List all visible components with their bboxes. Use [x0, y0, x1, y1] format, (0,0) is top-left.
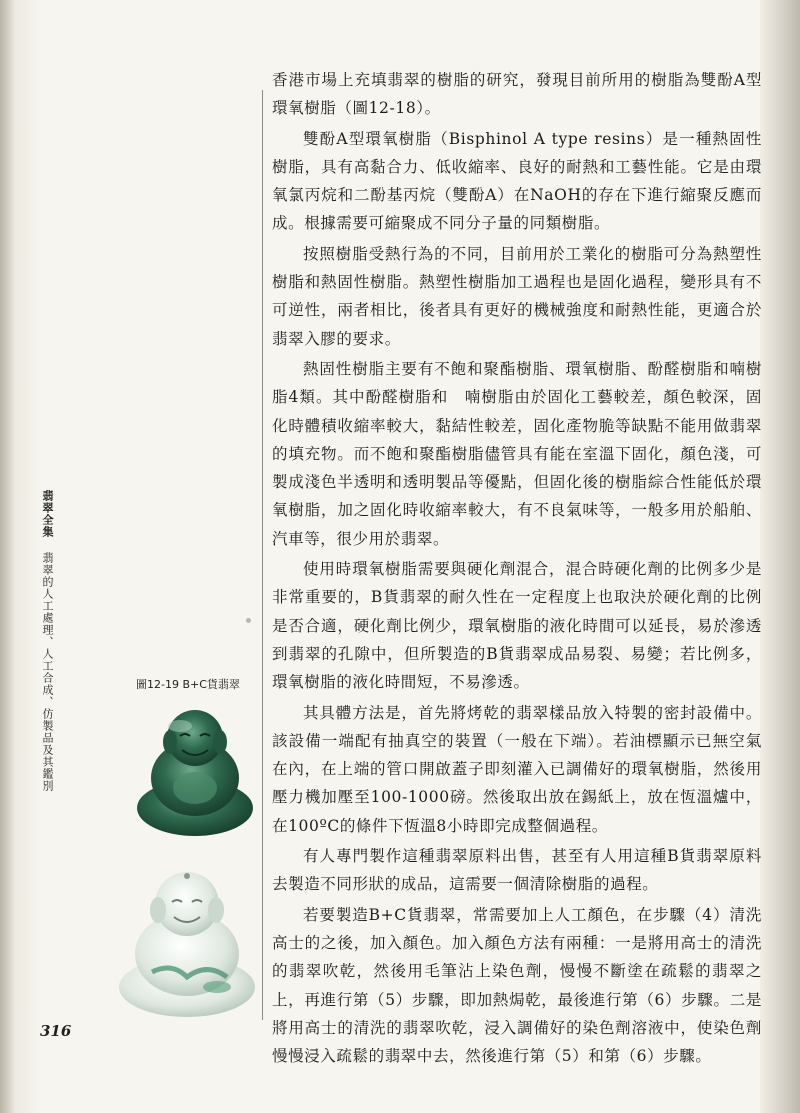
paragraph-2: 雙酚A型環氧樹脂（Bisphinol A type resins）是一種熱固性樹脂，具有高黏合力、低收縮率、良好的耐熱和工藝性能。它是由環氧氯丙烷和二酚基丙烷（雙酚A）在NaOH的存在下進行縮聚反應而成。根據需要可縮聚成不同分子量的同類樹脂。	[272, 129, 762, 233]
paragraph-3: 按照樹脂受熱行為的不同，目前用於工業化的樹脂可分為熱塑性樹脂和熱固性樹脂。熱塑性樹脂加工過程也是固化過程，變形具有不可逆性，兩者相比，後者具有更好的機械強度和耐熱性能，更適合於翡翠入膠的要求。	[272, 244, 762, 348]
paragraph-8: 若要製造B+C貨翡翠，常需要加上人工顏色，在步驟（4）清洗高士的之後，加入顏色。加入顏色方法有兩種：一是將用高士的清洗的翡翠吹乾，然後用毛筆沾上染色劑，慢慢不斷塗在疏鬆的翡翠之上，再進行第（5）步驟，即加熱焗乾，最後進行第（6）步驟。二是將用高士的清洗的翡翠吹乾，浸入調備好的染色劑溶液中，使染色劑慢慢浸入疏鬆的翡翠中去，然後進行第（5）和第（6）步驟。	[272, 905, 762, 1066]
paragraph-4: 熱固性樹脂主要有不飽和聚酯樹脂、環氧樹脂、酚醛樹脂和喃樹脂4類。其中酚醛樹脂和 喃樹脂由於固化工藝較差，顏色較深，固化時體積收縮率較大，黏結性較差，固化產物脆等缺點不能用做翡翠的填充物。而不飽和聚酯樹脂儘管具有能在室溫下固化，顏色淺，可製成淺色半透明和透明製品等優點，但固化後的樹脂綜合性能低於環氧樹脂，加之固化時收縮率較大，有不良氣味等，一般多用於船舶、汽車等，很少用於翡翠。	[272, 359, 762, 548]
paragraph-7: 有人專門製作這種翡翠原料出售，甚至有人用這種B貨翡翠原料去製造不同形狀的成品，這需要一個清除樹脂的過程。	[272, 847, 762, 894]
scan-mark	[246, 618, 251, 623]
binding-shadow	[0, 0, 14, 1113]
running-header	[40, 490, 54, 792]
jade-buddha-pale-image	[112, 862, 262, 1022]
column-divider	[262, 90, 263, 1020]
body-text	[272, 66, 762, 1072]
page-edge	[760, 0, 800, 1113]
paragraph-1: 香港市場上充填翡翠的樹脂的研究，發現目前所用的樹脂為雙酚A型環氧樹脂（圖12-18）。	[272, 71, 762, 118]
series-title: 翡翠全集	[41, 490, 54, 538]
section-title: 翡翠的人工處理、人工合成、仿製品及其鑑別	[41, 552, 54, 792]
jade-buddha-green-image	[130, 700, 260, 840]
page-number: 316	[40, 1022, 72, 1040]
paragraph-6: 其具體方法是，首先將烤乾的翡翠樣品放入特製的密封設備中。該設備一端配有抽真空的裝置（一般在下端）。若油標顯示已無空氣在內，在上端的管口開啟蓋子即刻灌入已調備好的環氧樹脂，然後用壓力機加壓至100-1000磅。然後取出放在錫紙上，放在恆溫爐中，在100ºC的條件下恆溫8小時即完成整個過程。	[272, 703, 762, 835]
paragraph-5: 使用時環氧樹脂需要與硬化劑混合，混合時硬化劑的比例多少是非常重要的，B貨翡翠的耐久性在一定程度上也取決於硬化劑的比例是否合適，硬化劑比例少，環氧樹脂的液化時間可以延長，易於滲透到翡翠的孔隙中，但所製造的B貨翡翠成品易裂、易變；若比例多，環氧樹脂的液化時間短，不易滲透。	[272, 560, 762, 692]
figure-caption: 圖12-19 B+C貨翡翠	[136, 678, 240, 691]
